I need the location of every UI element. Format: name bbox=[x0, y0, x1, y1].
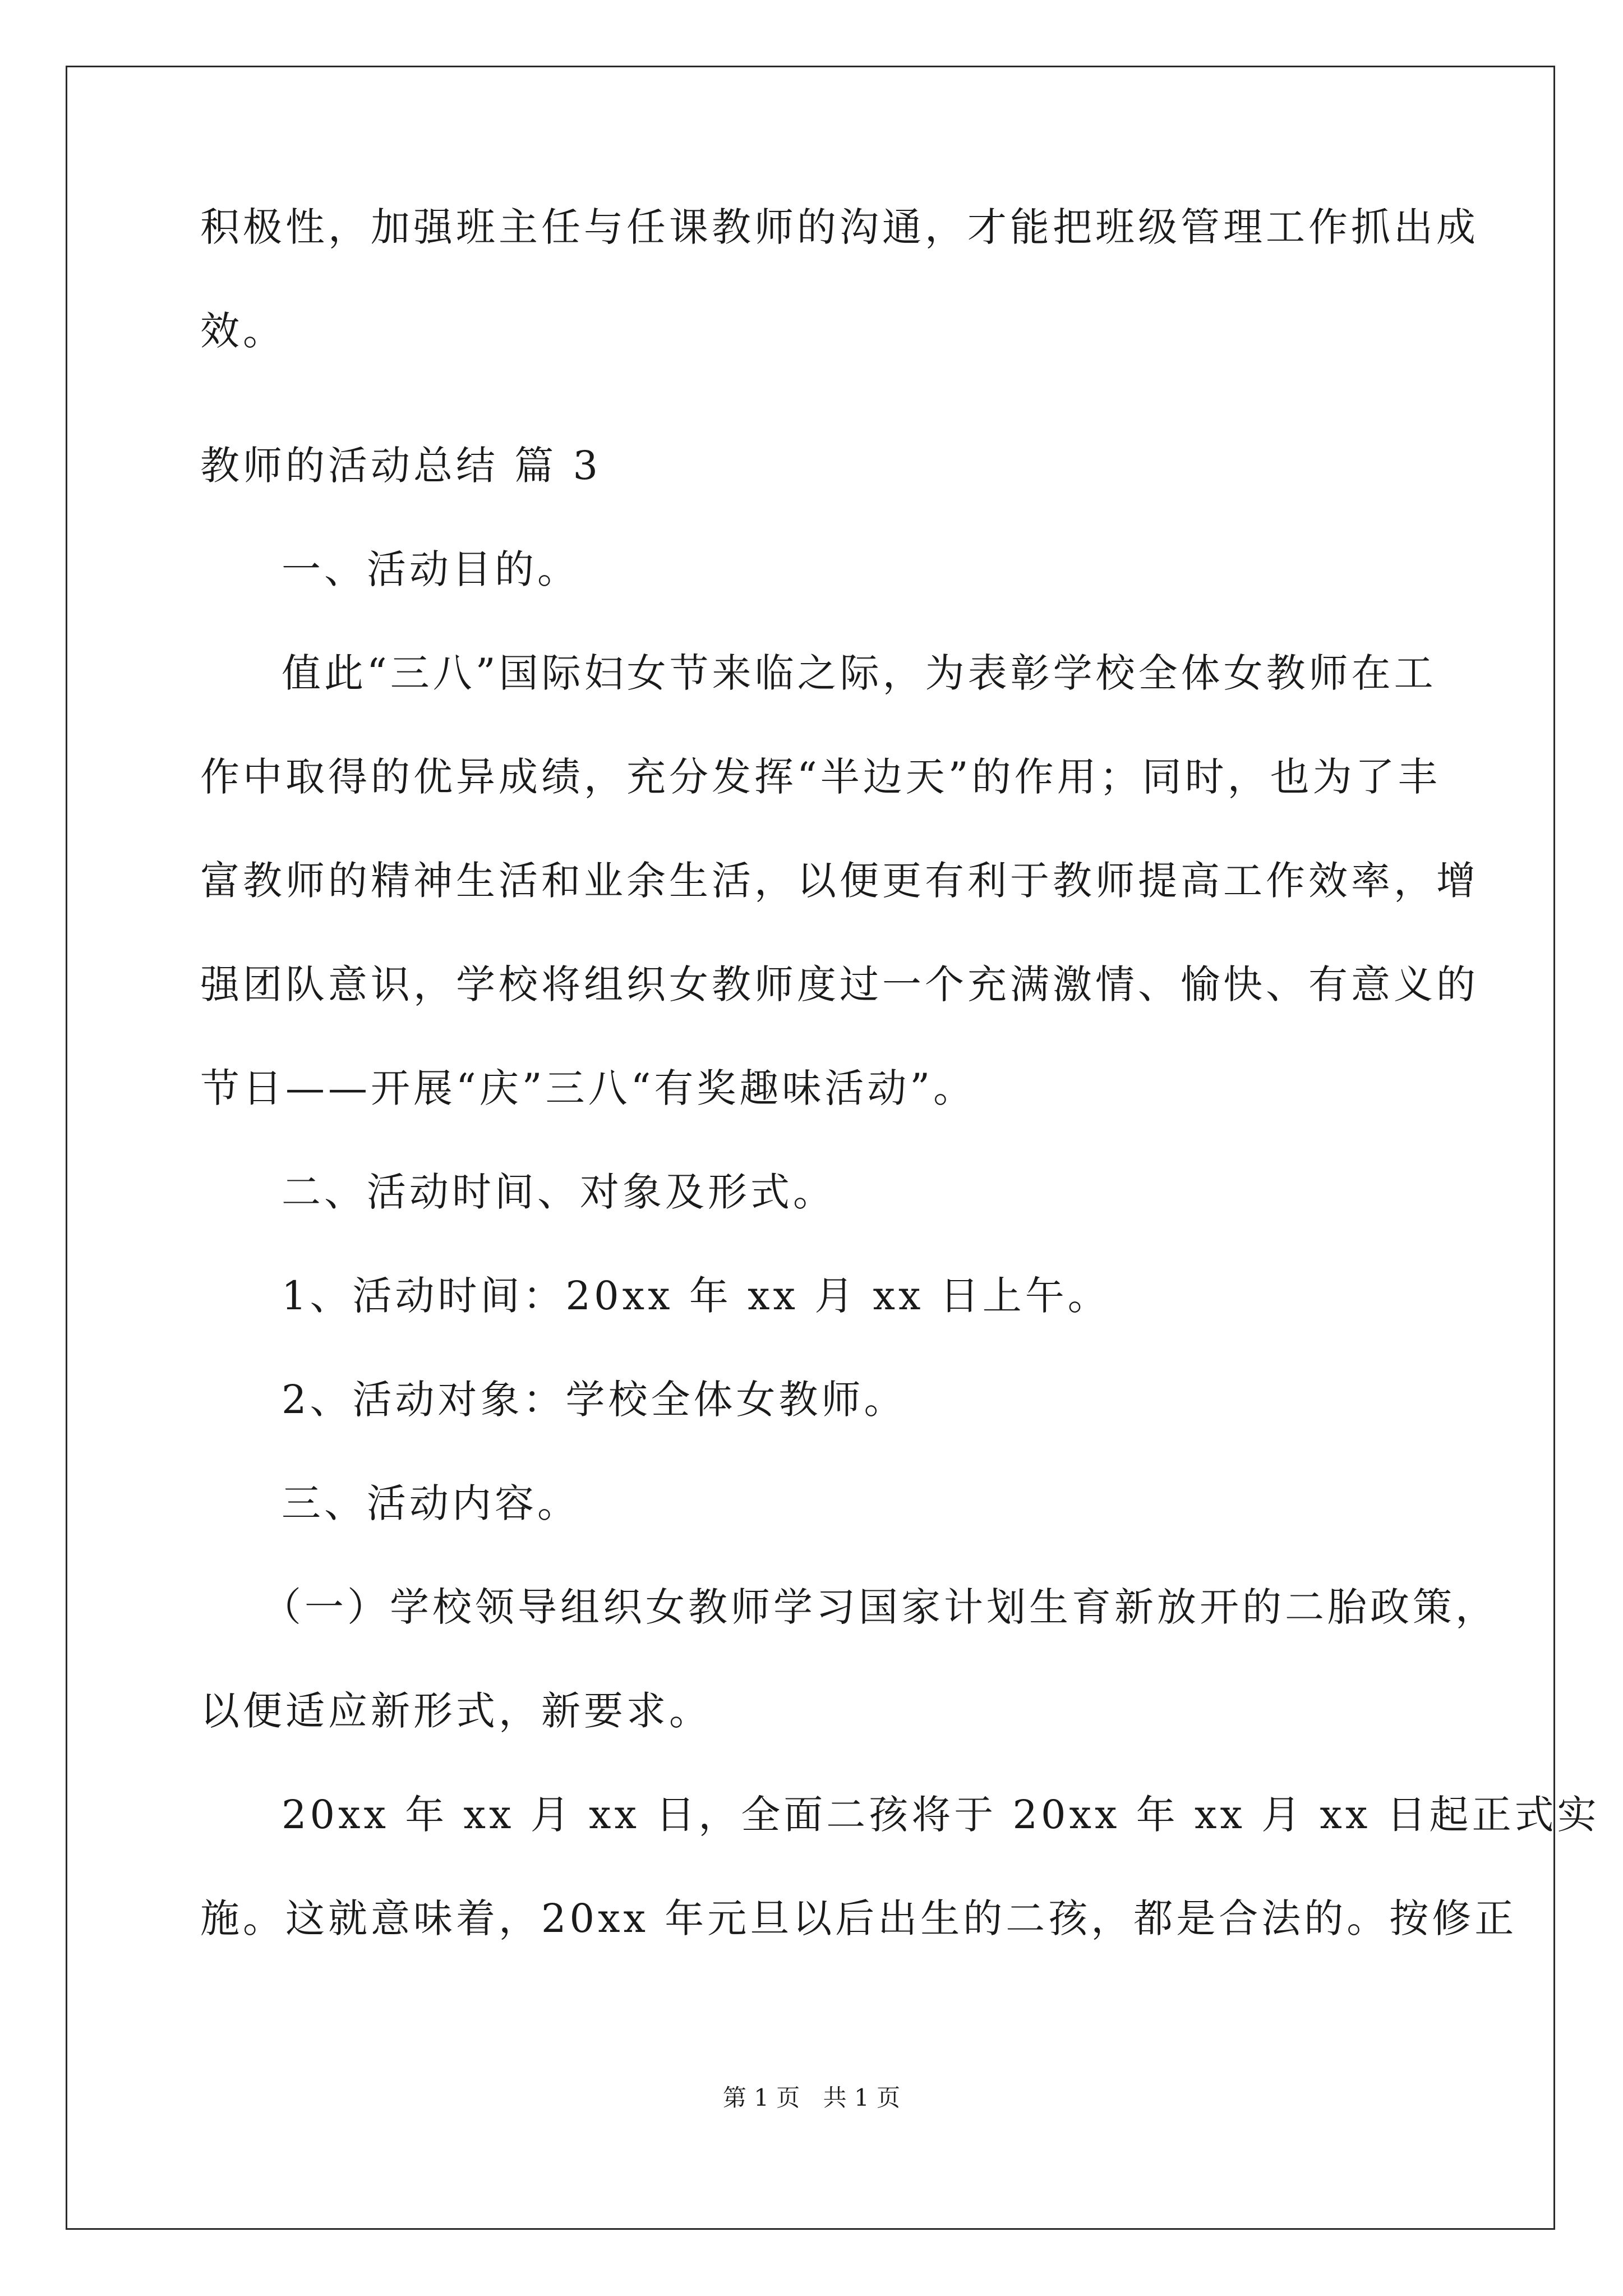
paragraph-line: 以便适应新形式，新要求。 bbox=[200, 1688, 712, 1734]
section-heading: 教师的活动总结 篇 3 bbox=[200, 443, 602, 489]
paragraph-line: 20xx 年 xx 月 xx 日，全面二孩将于 20xx 年 xx 月 xx 日起正式实 bbox=[282, 1792, 1600, 1838]
subheading: 三、活动内容。 bbox=[282, 1480, 580, 1526]
paragraph-line: 效。 bbox=[200, 308, 285, 354]
list-item: 1、活动时间：20xx 年 xx 月 xx 日上午。 bbox=[282, 1273, 1110, 1319]
paragraph-line: 作中取得的优异成绩，充分发挥“半边天”的作用；同时，也为了丰 bbox=[200, 754, 1441, 800]
paragraph-line: 施。这就意味着，20xx 年元旦以后出生的二孩，都是合法的。按修正 bbox=[200, 1895, 1518, 1941]
page-footer bbox=[0, 2082, 1623, 2114]
paragraph-line: 富教师的精神生活和业余生活，以便更有利于教师提高工作效率，增 bbox=[200, 858, 1479, 904]
paragraph-line: 值此“三八”国际妇女节来临之际，为表彰学校全体女教师在工 bbox=[282, 650, 1437, 696]
page-number: 第 1 页 bbox=[722, 2084, 800, 2111]
paragraph-line: 强团队意识，学校将组织女教师度过一个充满激情、愉快、有意义的 bbox=[200, 961, 1479, 1007]
paragraph-line: 积极性，加强班主任与任课教师的沟通，才能把班级管理工作抓出成 bbox=[200, 204, 1479, 250]
paragraph-line: 节日——开展“庆”三八“有奖趣味活动”。 bbox=[200, 1065, 976, 1111]
paragraph-line: （一）学校领导组织女教师学习国家计划生育新放开的二胎政策， bbox=[262, 1584, 1498, 1630]
list-item: 2、活动对象：学校全体女教师。 bbox=[282, 1377, 907, 1423]
page-total: 共 1 页 bbox=[823, 2084, 901, 2111]
subheading: 一、活动目的。 bbox=[282, 546, 580, 592]
subheading: 二、活动时间、对象及形式。 bbox=[282, 1169, 836, 1215]
